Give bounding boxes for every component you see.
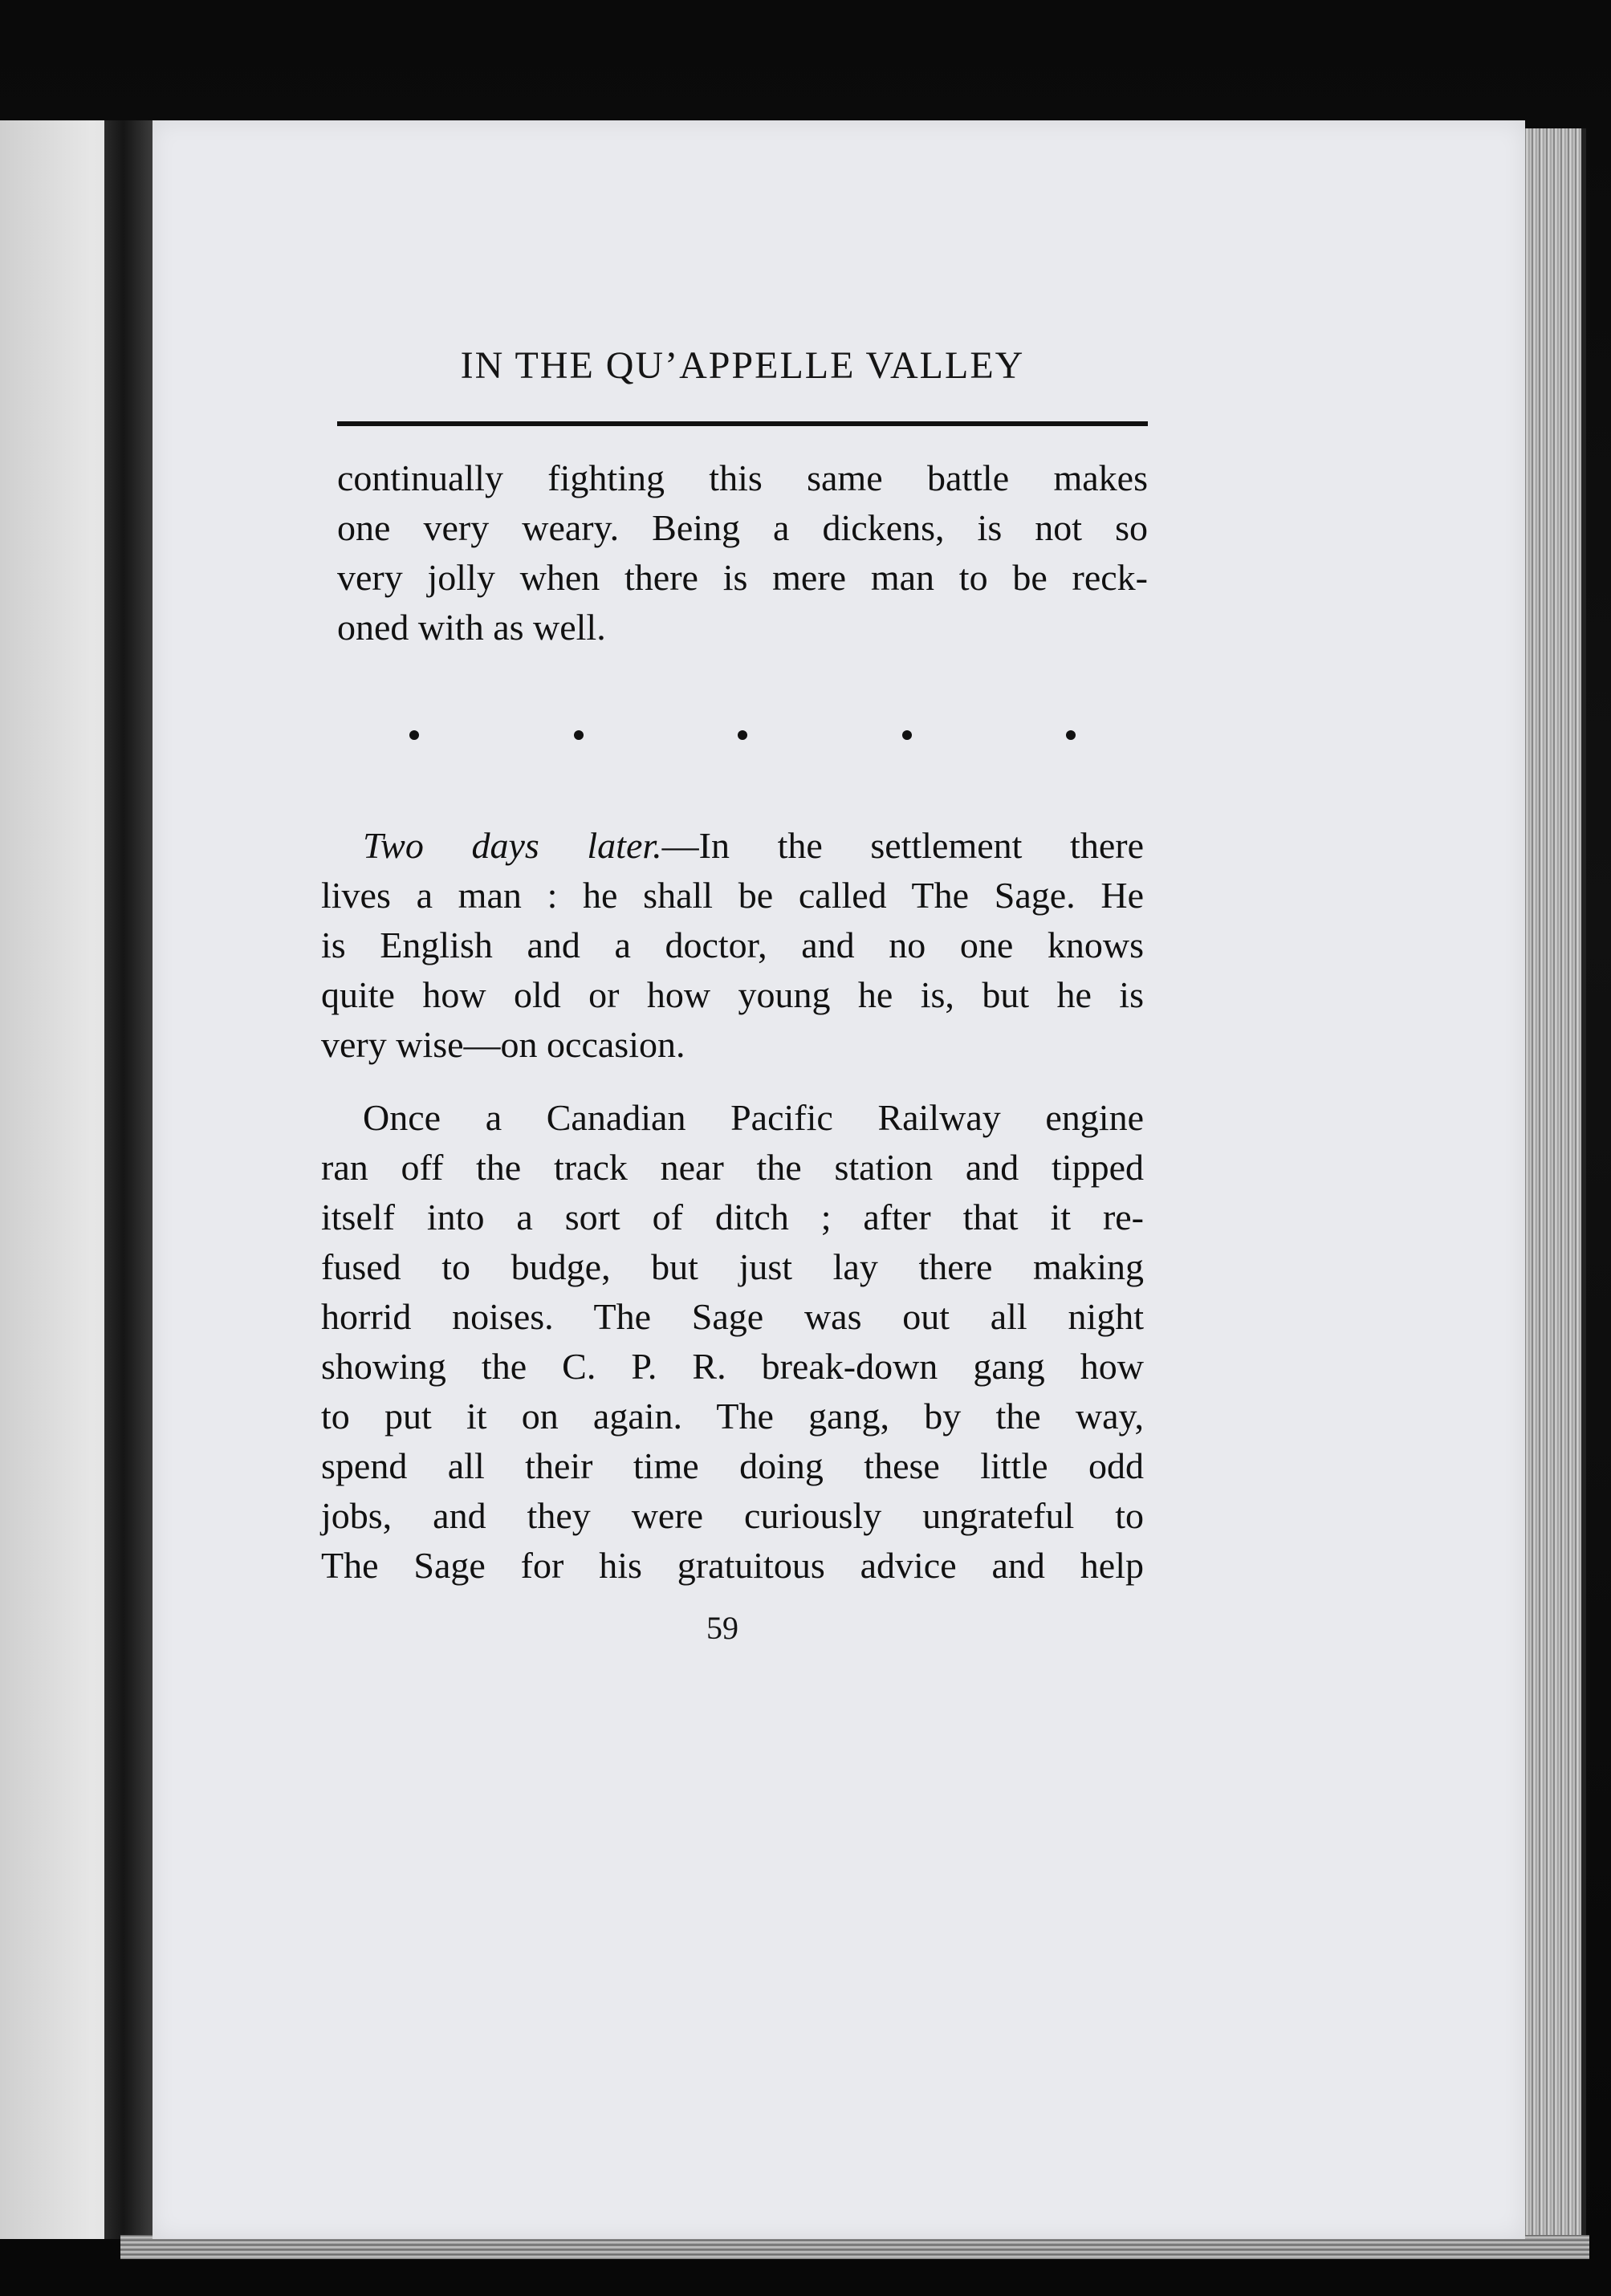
paragraph-dated-entry <box>321 821 1144 1070</box>
text-line <box>321 821 1144 871</box>
text-line: jobs, and they were curiously ungrateful to <box>321 1495 1144 1536</box>
text-line: one very weary. Being a dickens, is not so <box>337 507 1148 548</box>
text-line: very jolly when there is mere man to be reck- <box>337 557 1148 598</box>
paragraph-railway <box>321 1093 1144 1591</box>
text-line: oned with as well. <box>337 607 606 648</box>
running-head: IN THE QU’APPELLE VALLEY <box>460 344 1025 387</box>
section-break-dot <box>902 730 912 740</box>
section-break-dots <box>409 730 1076 740</box>
text-line: showing the C. P. R. break-down gang how <box>321 1346 1144 1387</box>
text-line: ran off the track near the station and tipped <box>321 1147 1144 1188</box>
text-line: lives a man : he shall be called The Sage. He <box>321 875 1144 916</box>
page-number: 59 <box>706 1610 738 1646</box>
book-gutter <box>104 120 153 2239</box>
paragraph-continued <box>337 453 1148 652</box>
running-head-rule <box>337 421 1148 426</box>
section-break-dot <box>574 730 584 740</box>
dateline: Two days later. <box>363 825 662 866</box>
text-line: fused to budge, but just lay there making <box>321 1246 1144 1287</box>
text-line: quite how old or how young he is, but he is <box>321 974 1144 1015</box>
text-line: Once a Canadian Pacific Railway engine <box>363 1097 1144 1138</box>
dateline-continuation: —In the settlement there <box>661 825 1144 866</box>
text-line: continually fighting this same battle makes <box>337 457 1148 498</box>
text-line: spend all their time doing these little odd <box>321 1445 1144 1486</box>
section-break-dot <box>1066 730 1076 740</box>
section-break-dot <box>409 730 419 740</box>
section-break-dot <box>738 730 747 740</box>
text-line: The Sage for his gratuitous advice and help <box>321 1545 1144 1586</box>
text-line: itself into a sort of ditch ; after that it re- <box>321 1197 1144 1237</box>
text-line: very wise—on occasion. <box>321 1024 685 1065</box>
text-line: horrid noises. The Sage was out all night <box>321 1296 1144 1337</box>
text-line: is English and a doctor, and no one knows <box>321 924 1144 965</box>
text-line: to put it on again. The gang, by the way, <box>321 1396 1144 1437</box>
